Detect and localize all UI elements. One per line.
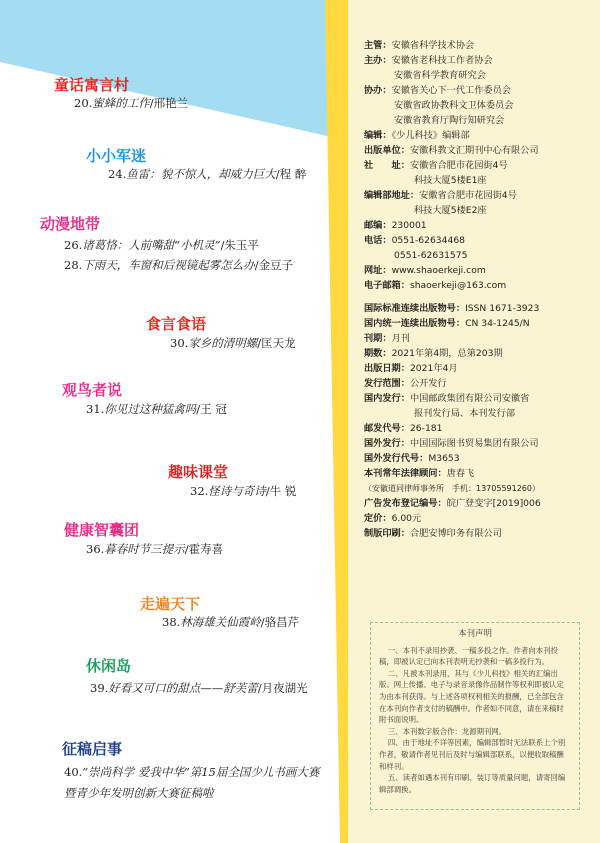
info-price: 定价：6.00元 — [364, 513, 422, 524]
entry-title: “崇尚科学 爱我中华”第15届全国少儿书画大赛暨青少年发明创新大赛征稿啦 — [64, 765, 320, 800]
entry-title: 诸葛恪：人前嘴甜“小机灵” — [82, 238, 221, 252]
entry-number: 39. — [90, 681, 109, 695]
entry-author: /王 冠 — [196, 402, 227, 416]
entry-author: /金豆子 — [254, 258, 294, 272]
entry-title: 蜜蜂的工作 — [92, 96, 150, 110]
toc-entry[interactable] — [90, 678, 315, 699]
entry-author: /邢艳兰 — [149, 96, 189, 110]
entry-number: 26. — [64, 238, 83, 252]
toc-entry[interactable] — [86, 540, 223, 559]
entry-title: 怪诗与奇诗 — [208, 484, 266, 498]
toc-section-dongman — [40, 213, 100, 234]
info-distribution-scope: 发行范围：公开发行 — [364, 378, 447, 389]
info-foreign-distribution: 国外发行：中国国际图书贸易集团有限公司 — [364, 438, 539, 449]
entry-title: 暮春时节三提示 — [104, 542, 185, 556]
toc-section-guanniao — [62, 379, 122, 400]
info-publish-date: 出版日期：2021年4月 — [364, 363, 458, 374]
entry-author: /朱玉平 — [220, 238, 259, 252]
section-title: 童话寓言村 — [54, 76, 130, 94]
info-sponsor-2: 安徽省科学教育研究会 — [394, 70, 486, 81]
entry-author: /牛 锐 — [265, 484, 297, 498]
info-domestic-distribution-2: 报刊发行局、本刊发行部 — [414, 408, 516, 419]
entry-title: 家乡的清明螺 — [188, 336, 258, 350]
info-email[interactable]: 电子邮箱：shaoerkeji@163.com — [364, 280, 507, 291]
info-postal-code: 邮发代号：26-181 — [364, 423, 443, 434]
info-editorial-address-2: 科技大厦5楼E2座 — [414, 205, 487, 216]
toc-section-xiuxian — [86, 655, 131, 676]
notice-paragraph: 五、读者如遇本刊有印刷、装订等质量问题，请寄回编辑部调换。 — [379, 773, 566, 794]
info-publisher: 出版单位：安徽科教文汇期刊中心有限公司 — [364, 145, 539, 156]
info-frequency: 刊期：月刊 — [364, 333, 410, 344]
info-foreign-code: 国外发行代号：M3653 — [364, 453, 460, 464]
entry-number: 31. — [86, 402, 105, 416]
toc-section-quwei — [168, 461, 228, 482]
info-sponsor: 主办：安徽省老科技工作者协会 — [364, 55, 493, 66]
info-address-2: 科技大厦5楼E1座 — [414, 175, 487, 186]
info-website[interactable]: 网址：www.shaoerkeji.com — [364, 265, 486, 276]
info-phone-2: 0551-62631575 — [394, 250, 468, 261]
section-title: 走遍天下 — [140, 595, 201, 613]
toc-entry[interactable] — [64, 236, 259, 255]
toc-entry[interactable] — [190, 482, 296, 501]
entry-number: 32. — [190, 484, 209, 498]
info-editorial-address: 编辑部地址：安徽省合肥市花园街4号 — [364, 190, 517, 201]
info-legal-advisor: 本刊常年法律顾问：唐春飞 — [364, 468, 475, 479]
section-title: 食言食语 — [146, 315, 207, 333]
section-title: 健康智囊团 — [64, 521, 140, 539]
toc-section-shiyan — [146, 313, 206, 334]
info-co-organizer-3: 安徽省教育厅陶行知研究会 — [394, 115, 505, 126]
info-postcode: 邮编：230001 — [364, 220, 427, 231]
info-editor: 编辑：《少儿科技》编辑部 — [364, 130, 470, 141]
toc-section-zhenggao — [62, 738, 122, 759]
entry-title: 鱼雷：貌不惊人，却威力巨大 — [126, 167, 276, 181]
section-title: 趣味课堂 — [168, 463, 229, 481]
section-title: 观鸟者说 — [62, 381, 123, 399]
entry-title: 好看又可口的甜点——舒芙蕾 — [108, 681, 258, 695]
toc-entry[interactable] — [64, 256, 293, 275]
entry-title: 下雨天，车窗和后视镜起雾怎么办 — [82, 258, 255, 272]
toc-entry[interactable] — [86, 400, 227, 419]
notice-paragraph: 三、本刊数字版合作：龙源期刊网。 — [387, 726, 507, 736]
entry-title: 林海雄关仙霞岭 — [180, 615, 261, 629]
toc-section-zoubian — [140, 593, 200, 614]
section-title: 休闲岛 — [86, 657, 132, 675]
entry-number: 40. — [64, 765, 83, 779]
toc-section-junmi — [86, 145, 146, 166]
toc-entry[interactable] — [162, 613, 299, 632]
entry-author: /霍寿喜 — [184, 542, 224, 556]
entry-author: /月夜湖光 — [257, 681, 308, 695]
section-title: 征稿启事 — [62, 740, 123, 758]
info-domestic-distribution: 国内发行：中国邮政集团有限公司安徽省 — [364, 393, 530, 404]
info-issue: 期数：2021年第4期，总第203期 — [364, 348, 503, 359]
toc-entry[interactable] — [64, 762, 326, 804]
entry-number: 24. — [108, 167, 127, 181]
entry-number: 36. — [86, 542, 105, 556]
info-co-organizer-2: 安徽省政协教科文卫体委员会 — [394, 100, 514, 111]
info-legal-advisor-note: （安徽道同律师事务所 手机：13705591260） — [364, 484, 540, 493]
info-supervisor: 主管：安徽省科学技术协会 — [364, 40, 475, 51]
publication-info — [364, 38, 596, 541]
info-printer: 制版印刷：合肥安博印务有限公司 — [364, 528, 502, 539]
info-address: 社 址：安徽省合肥市花园街4号 — [364, 160, 508, 171]
info-co-organizer: 协办：安徽省关心下一代工作委员会 — [364, 85, 511, 96]
entry-author: /匡天龙 — [257, 336, 296, 350]
entry-title: 你见过这种猛禽吗 — [104, 402, 197, 416]
entry-author: /程 醉 — [275, 167, 307, 181]
entry-number: 28. — [64, 258, 83, 272]
toc-entry[interactable] — [74, 94, 188, 113]
toc-entry[interactable] — [108, 165, 306, 184]
toc-entry[interactable] — [170, 334, 296, 353]
notice-paragraph: 二、凡被本刊录用，其与《少儿科技》相关的汇编出版、网上传播、电子与录音录像作品制作等权利即被认定为由本刊获得。与上述各项权利相关的报酬，已全部包含在本刊向作者支付的稿酬中。作者如不同意，请在来稿时附书面说明。 — [379, 668, 564, 725]
info-cn: 国内统一连续出版物号：CN 34-1245/N — [364, 318, 530, 329]
info-ad-registration: 广告发布登记编号：皖广登变字[2019]006 — [364, 498, 541, 509]
entry-number: 38. — [162, 615, 181, 629]
info-issn: 国际标准连续出版物号：ISSN 1671-3923 — [364, 303, 540, 314]
entry-number: 30. — [170, 336, 189, 350]
notice-title: 本刊声明 — [457, 629, 492, 639]
entry-author: /骆昌芹 — [260, 615, 300, 629]
notice-box — [370, 622, 580, 810]
notice-paragraph: 一、本刊不录用抄袭、一稿多投之作。作者向本刊投稿，即被认定已向本刊表明无抄袭和一稿多投行为。 — [379, 645, 558, 667]
notice-paragraph: 四、由于地址不详等因素，编辑部暂时无法联系上个别作者，敬请作者见刊后及时与编辑部联系，以便收取稿酬和样刊。 — [379, 738, 566, 771]
info-phone: 电话：0551-62634468 — [364, 235, 466, 246]
section-title: 小小军迷 — [86, 147, 147, 165]
section-title: 动漫地带 — [40, 215, 101, 233]
toc-section-tonghua — [54, 74, 129, 95]
entry-number: 20. — [74, 96, 93, 110]
toc-section-jiankang — [64, 519, 139, 540]
